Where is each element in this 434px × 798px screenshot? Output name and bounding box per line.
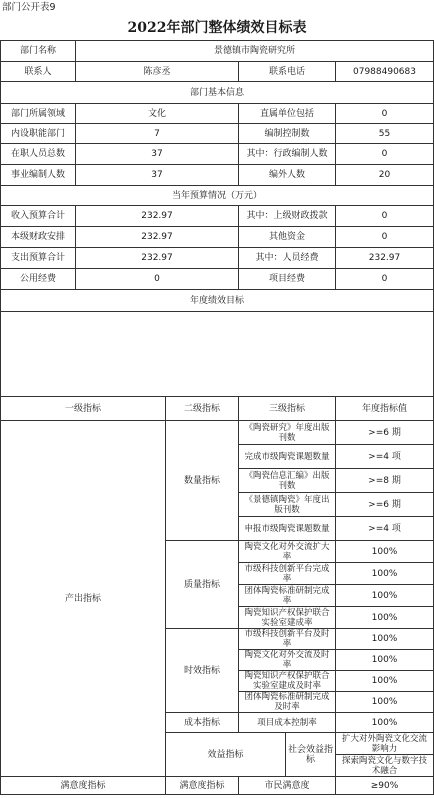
contact-label: 联系人: [1, 62, 76, 82]
level3-indicator: 申报市级陶瓷课题数量: [239, 517, 336, 541]
info-label: 事业编制人数: [1, 165, 76, 186]
info-row: [1, 124, 434, 144]
level3-indicator: 《景德镇陶瓷》年度出版刊数: [239, 493, 336, 517]
level3-indicator: 《陶瓷研究》年度出版刊数: [239, 421, 336, 445]
level3-indicator: 陶瓷文化对外交流及时率: [239, 650, 336, 671]
info-value: 37: [76, 165, 239, 186]
indicator-value: ≥90%: [336, 777, 434, 795]
budget-value: 0: [336, 206, 434, 227]
indicator-value: >=4 项: [336, 445, 434, 469]
budget-label: 本级财政安排: [1, 227, 76, 248]
level3-indicator: 团体陶瓷标准研制完成率: [239, 585, 336, 607]
indicator-row: [1, 421, 434, 445]
level2-satisfaction: 满意度指标: [166, 777, 239, 795]
dept-row: [1, 41, 434, 62]
budget-value: 0: [336, 227, 434, 248]
info-label: 内设职能部门: [1, 124, 76, 144]
info-label: 其中：行政编制人数: [239, 144, 336, 165]
level3-indicator: 陶瓷文化对外交流扩大率: [239, 541, 336, 563]
sheet-tag: 部门公开表9: [2, 2, 56, 13]
goal-row: [1, 312, 434, 397]
dept-label: 部门名称: [1, 41, 76, 62]
budget-label: 其他资金: [239, 227, 336, 248]
level3-indicator: 陶瓷知识产权保护联合实验室建成及时率: [239, 671, 336, 692]
col-header-level3: 三级指标: [239, 397, 336, 421]
budget-label: 公用经费: [1, 269, 76, 290]
budget-label: 其中：人员经费: [239, 248, 336, 269]
indicator-value: >=8 期: [336, 469, 434, 493]
budget-value: 232.97: [336, 248, 434, 269]
indicator-value: 100%: [336, 713, 434, 733]
phone-value: 07988490683: [336, 62, 434, 82]
indicator-row: [1, 777, 434, 795]
info-label: 编制控制数: [239, 124, 336, 144]
info-label: 编外人数: [239, 165, 336, 186]
level3-indicator: 市级科技创新平台完成率: [239, 563, 336, 585]
dept-value: 景德镇市陶瓷研究所: [76, 41, 434, 62]
budget-label: 项目经费: [239, 269, 336, 290]
info-section-heading: 部门基本信息: [1, 82, 434, 104]
budget-row: [1, 248, 434, 269]
indicator-value: 100%: [336, 563, 434, 585]
info-row: [1, 165, 434, 186]
budget-value: 0: [76, 269, 239, 290]
goal-section-row: [1, 290, 434, 312]
level3-indicator: 陶瓷知识产权保护联合实验室建成率: [239, 607, 336, 629]
budget-row: [1, 269, 434, 290]
performance-target-table: [0, 40, 434, 795]
info-value: 55: [336, 124, 434, 144]
indicator-value: 100%: [336, 692, 434, 713]
indicator-value: >=6 期: [336, 493, 434, 517]
budget-value: 232.97: [76, 248, 239, 269]
budget-section-heading: 当年预算情况（万元）: [1, 186, 434, 206]
budget-label: 其中：上级财政拨款: [239, 206, 336, 227]
level3-indicator: 项目成本控制率: [239, 713, 336, 733]
info-section-row: [1, 82, 434, 104]
indicator-value: 100%: [336, 650, 434, 671]
budget-value: 232.97: [76, 227, 239, 248]
page-title: 2022年部门整体绩效目标表: [127, 20, 307, 36]
contact-value: 陈彦丞: [76, 62, 239, 82]
goal-text: [1, 312, 434, 397]
budget-row: [1, 206, 434, 227]
info-label: 直属单位包括: [239, 104, 336, 124]
indicator-value: >=6 期: [336, 421, 434, 445]
budget-value: 0: [336, 269, 434, 290]
info-value: 文化: [76, 104, 239, 124]
indicator-header-row: [1, 397, 434, 421]
info-label: 在职人员总数: [1, 144, 76, 165]
goal-section-heading: 年度绩效目标: [1, 290, 434, 312]
level2-cost: 成本指标: [166, 713, 239, 733]
budget-value: 232.97: [76, 206, 239, 227]
level1-output: 产出指标: [1, 421, 166, 777]
info-value: 7: [76, 124, 239, 144]
indicator-value: 100%: [336, 671, 434, 692]
contact-row: [1, 62, 434, 82]
info-value: 0: [336, 104, 434, 124]
col-header-value: 年度指标值: [336, 397, 434, 421]
level3-indicator: 《陶瓷信息汇编》出版刊数: [239, 469, 336, 493]
info-row: [1, 144, 434, 165]
budget-label: 支出预算合计: [1, 248, 76, 269]
level1-satisfaction: 满意度指标: [1, 777, 166, 795]
level3-indicator: 市级科技创新平台及时率: [239, 629, 336, 650]
indicator-value: 100%: [336, 607, 434, 629]
col-header-level2: 二级指标: [166, 397, 239, 421]
indicator-value: >=4 项: [336, 517, 434, 541]
indicator-value: 100%: [336, 541, 434, 563]
level2-quantity: 数量指标: [166, 421, 239, 541]
level2-quality: 质量指标: [166, 541, 239, 629]
info-value: 0: [336, 144, 434, 165]
budget-row: [1, 227, 434, 248]
budget-section-row: [1, 186, 434, 206]
budget-label: 收入预算合计: [1, 206, 76, 227]
level2-social: 社会效益指标: [286, 733, 336, 777]
level3-indicator: 团体陶瓷标准研制完成及时率: [239, 692, 336, 713]
indicator-value: 100%: [336, 585, 434, 607]
info-row: [1, 104, 434, 124]
level3-indicator: 扩大对外陶瓷文化交流影响力: [336, 733, 434, 755]
info-value: 37: [76, 144, 239, 165]
info-value: 20: [336, 165, 434, 186]
level2-timeliness: 时效指标: [166, 629, 239, 713]
level1-benefit: 效益指标: [166, 733, 286, 777]
info-label: 部门所属领域: [1, 104, 76, 124]
level3-indicator: 探索陶瓷文化与数字技术融合: [336, 755, 434, 777]
col-header-level1: 一级指标: [1, 397, 166, 421]
phone-label: 联系电话: [239, 62, 336, 82]
level3-indicator: 市民满意度: [239, 777, 336, 795]
level3-indicator: 完成市级陶瓷课题数量: [239, 445, 336, 469]
indicator-value: 100%: [336, 629, 434, 650]
